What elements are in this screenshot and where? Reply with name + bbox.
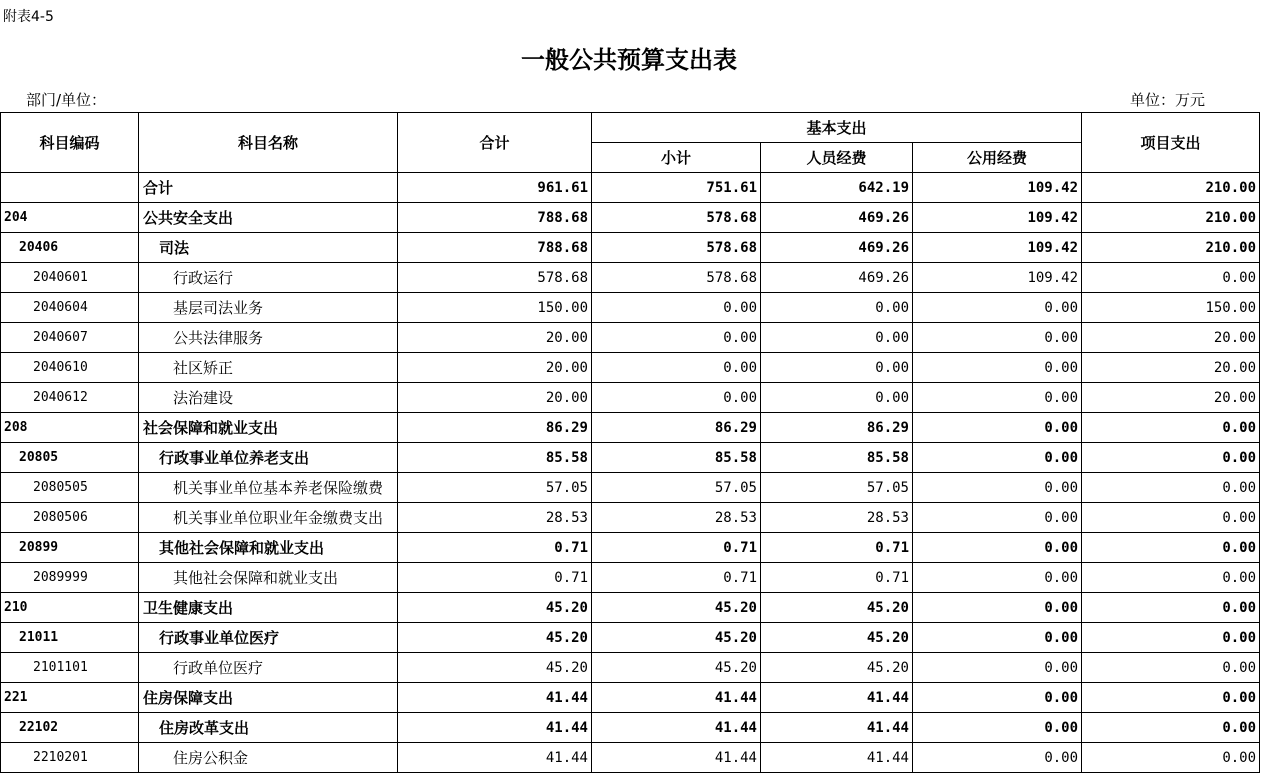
row-code: 2080506 bbox=[1, 503, 139, 533]
table-row bbox=[1, 203, 1260, 233]
row-personnel-cost: 45.20 bbox=[761, 623, 913, 653]
budget-expenditure-table bbox=[0, 112, 1260, 773]
row-name: 合计 bbox=[139, 173, 398, 203]
row-public-cost: 0.00 bbox=[913, 593, 1082, 623]
row-subtotal: 86.29 bbox=[592, 413, 761, 443]
row-public-cost: 0.00 bbox=[913, 353, 1082, 383]
row-project-expenditure: 0.00 bbox=[1082, 503, 1260, 533]
row-code: 2080505 bbox=[1, 473, 139, 503]
row-subtotal: 45.20 bbox=[592, 653, 761, 683]
row-total: 788.68 bbox=[398, 233, 592, 263]
row-name: 司法 bbox=[139, 233, 398, 263]
row-name: 公共安全支出 bbox=[139, 203, 398, 233]
row-total: 20.00 bbox=[398, 353, 592, 383]
row-public-cost: 109.42 bbox=[913, 173, 1082, 203]
table-row bbox=[1, 173, 1260, 203]
row-total: 961.61 bbox=[398, 173, 592, 203]
row-public-cost: 0.00 bbox=[913, 293, 1082, 323]
row-code: 2040604 bbox=[1, 293, 139, 323]
row-personnel-cost: 0.00 bbox=[761, 353, 913, 383]
row-code: 22102 bbox=[1, 713, 139, 743]
row-name: 行政运行 bbox=[139, 263, 398, 293]
table-row bbox=[1, 683, 1260, 713]
row-subtotal: 0.00 bbox=[592, 323, 761, 353]
row-public-cost: 109.42 bbox=[913, 203, 1082, 233]
row-total: 45.20 bbox=[398, 623, 592, 653]
row-total: 57.05 bbox=[398, 473, 592, 503]
table-row bbox=[1, 593, 1260, 623]
row-total: 41.44 bbox=[398, 743, 592, 773]
row-code: 221 bbox=[1, 683, 139, 713]
row-total: 0.71 bbox=[398, 533, 592, 563]
row-personnel-cost: 0.71 bbox=[761, 563, 913, 593]
row-public-cost: 0.00 bbox=[913, 473, 1082, 503]
header-public-cost: 公用经费 bbox=[913, 143, 1082, 173]
row-personnel-cost: 57.05 bbox=[761, 473, 913, 503]
row-code: 20899 bbox=[1, 533, 139, 563]
row-public-cost: 0.00 bbox=[913, 623, 1082, 653]
table-row bbox=[1, 503, 1260, 533]
table-row bbox=[1, 353, 1260, 383]
row-total: 86.29 bbox=[398, 413, 592, 443]
row-name: 机关事业单位职业年金缴费支出 bbox=[139, 503, 398, 533]
row-subtotal: 578.68 bbox=[592, 203, 761, 233]
row-public-cost: 0.00 bbox=[913, 413, 1082, 443]
row-public-cost: 0.00 bbox=[913, 533, 1082, 563]
row-public-cost: 0.00 bbox=[913, 563, 1082, 593]
row-project-expenditure: 20.00 bbox=[1082, 383, 1260, 413]
row-personnel-cost: 85.58 bbox=[761, 443, 913, 473]
row-name: 行政事业单位养老支出 bbox=[139, 443, 398, 473]
row-personnel-cost: 86.29 bbox=[761, 413, 913, 443]
row-project-expenditure: 0.00 bbox=[1082, 533, 1260, 563]
row-name: 公共法律服务 bbox=[139, 323, 398, 353]
row-name: 社区矫正 bbox=[139, 353, 398, 383]
row-subtotal: 41.44 bbox=[592, 743, 761, 773]
row-total: 150.00 bbox=[398, 293, 592, 323]
row-subtotal: 28.53 bbox=[592, 503, 761, 533]
row-public-cost: 0.00 bbox=[913, 683, 1082, 713]
row-name: 住房改革支出 bbox=[139, 713, 398, 743]
row-project-expenditure: 0.00 bbox=[1082, 443, 1260, 473]
unit-label: 单位：万元 bbox=[1130, 91, 1206, 109]
row-subtotal: 57.05 bbox=[592, 473, 761, 503]
row-code: 20406 bbox=[1, 233, 139, 263]
row-project-expenditure: 210.00 bbox=[1082, 233, 1260, 263]
row-project-expenditure: 210.00 bbox=[1082, 203, 1260, 233]
row-total: 85.58 bbox=[398, 443, 592, 473]
table-row bbox=[1, 563, 1260, 593]
row-subtotal: 0.00 bbox=[592, 293, 761, 323]
row-project-expenditure: 0.00 bbox=[1082, 623, 1260, 653]
row-public-cost: 0.00 bbox=[913, 713, 1082, 743]
row-code: 210 bbox=[1, 593, 139, 623]
row-personnel-cost: 45.20 bbox=[761, 593, 913, 623]
row-project-expenditure: 0.00 bbox=[1082, 593, 1260, 623]
page-title: 一般公共预算支出表 bbox=[521, 45, 737, 74]
row-total: 20.00 bbox=[398, 383, 592, 413]
row-subtotal: 41.44 bbox=[592, 683, 761, 713]
row-name: 法治建设 bbox=[139, 383, 398, 413]
row-subtotal: 41.44 bbox=[592, 713, 761, 743]
row-code: 20805 bbox=[1, 443, 139, 473]
row-name: 行政单位医疗 bbox=[139, 653, 398, 683]
row-personnel-cost: 642.19 bbox=[761, 173, 913, 203]
row-personnel-cost: 41.44 bbox=[761, 713, 913, 743]
row-code: 2089999 bbox=[1, 563, 139, 593]
row-public-cost: 109.42 bbox=[913, 233, 1082, 263]
row-code: 204 bbox=[1, 203, 139, 233]
row-code: 21011 bbox=[1, 623, 139, 653]
row-personnel-cost: 45.20 bbox=[761, 653, 913, 683]
table-row bbox=[1, 713, 1260, 743]
row-code: 2210201 bbox=[1, 743, 139, 773]
row-total: 578.68 bbox=[398, 263, 592, 293]
row-code: 2101101 bbox=[1, 653, 139, 683]
row-personnel-cost: 41.44 bbox=[761, 743, 913, 773]
row-project-expenditure: 0.00 bbox=[1082, 413, 1260, 443]
table-row bbox=[1, 533, 1260, 563]
row-project-expenditure: 0.00 bbox=[1082, 713, 1260, 743]
row-subtotal: 578.68 bbox=[592, 233, 761, 263]
row-code: 2040607 bbox=[1, 323, 139, 353]
row-personnel-cost: 0.00 bbox=[761, 293, 913, 323]
row-project-expenditure: 0.00 bbox=[1082, 263, 1260, 293]
row-subtotal: 578.68 bbox=[592, 263, 761, 293]
row-name: 卫生健康支出 bbox=[139, 593, 398, 623]
row-code bbox=[1, 173, 139, 203]
row-subtotal: 85.58 bbox=[592, 443, 761, 473]
table-row bbox=[1, 413, 1260, 443]
table-row bbox=[1, 323, 1260, 353]
header-code: 科目编码 bbox=[1, 113, 139, 173]
row-personnel-cost: 0.00 bbox=[761, 383, 913, 413]
row-total: 45.20 bbox=[398, 653, 592, 683]
table-row bbox=[1, 383, 1260, 413]
row-total: 41.44 bbox=[398, 683, 592, 713]
row-project-expenditure: 0.00 bbox=[1082, 683, 1260, 713]
row-project-expenditure: 0.00 bbox=[1082, 473, 1260, 503]
row-public-cost: 0.00 bbox=[913, 443, 1082, 473]
row-project-expenditure: 20.00 bbox=[1082, 353, 1260, 383]
header-project-expenditure: 项目支出 bbox=[1082, 113, 1260, 173]
row-subtotal: 45.20 bbox=[592, 593, 761, 623]
row-code: 2040610 bbox=[1, 353, 139, 383]
row-public-cost: 0.00 bbox=[913, 653, 1082, 683]
row-code: 2040601 bbox=[1, 263, 139, 293]
row-subtotal: 0.00 bbox=[592, 353, 761, 383]
row-public-cost: 0.00 bbox=[913, 383, 1082, 413]
row-project-expenditure: 0.00 bbox=[1082, 563, 1260, 593]
row-name: 机关事业单位基本养老保险缴费 bbox=[139, 473, 398, 503]
row-public-cost: 0.00 bbox=[913, 743, 1082, 773]
row-personnel-cost: 469.26 bbox=[761, 233, 913, 263]
row-total: 0.71 bbox=[398, 563, 592, 593]
row-public-cost: 109.42 bbox=[913, 263, 1082, 293]
table-row bbox=[1, 653, 1260, 683]
row-subtotal: 751.61 bbox=[592, 173, 761, 203]
row-subtotal: 0.71 bbox=[592, 533, 761, 563]
row-total: 28.53 bbox=[398, 503, 592, 533]
table-row bbox=[1, 233, 1260, 263]
row-subtotal: 0.00 bbox=[592, 383, 761, 413]
row-personnel-cost: 469.26 bbox=[761, 263, 913, 293]
table-row bbox=[1, 473, 1260, 503]
row-total: 45.20 bbox=[398, 593, 592, 623]
table-row bbox=[1, 743, 1260, 773]
header-basic-expenditure: 基本支出 bbox=[592, 113, 1082, 143]
row-project-expenditure: 20.00 bbox=[1082, 323, 1260, 353]
row-personnel-cost: 28.53 bbox=[761, 503, 913, 533]
row-code: 2040612 bbox=[1, 383, 139, 413]
row-name: 住房保障支出 bbox=[139, 683, 398, 713]
row-name: 基层司法业务 bbox=[139, 293, 398, 323]
row-total: 41.44 bbox=[398, 713, 592, 743]
row-name: 社会保障和就业支出 bbox=[139, 413, 398, 443]
table-row bbox=[1, 623, 1260, 653]
header-subtotal: 小计 bbox=[592, 143, 761, 173]
header-total: 合计 bbox=[398, 113, 592, 173]
row-personnel-cost: 0.00 bbox=[761, 323, 913, 353]
row-personnel-cost: 469.26 bbox=[761, 203, 913, 233]
row-total: 788.68 bbox=[398, 203, 592, 233]
header-personnel-cost: 人员经费 bbox=[761, 143, 913, 173]
row-public-cost: 0.00 bbox=[913, 323, 1082, 353]
row-total: 20.00 bbox=[398, 323, 592, 353]
row-name: 行政事业单位医疗 bbox=[139, 623, 398, 653]
row-project-expenditure: 0.00 bbox=[1082, 743, 1260, 773]
row-project-expenditure: 0.00 bbox=[1082, 653, 1260, 683]
attachment-label: 附表4-5 bbox=[3, 9, 54, 25]
row-personnel-cost: 41.44 bbox=[761, 683, 913, 713]
row-public-cost: 0.00 bbox=[913, 503, 1082, 533]
row-project-expenditure: 150.00 bbox=[1082, 293, 1260, 323]
row-name: 其他社会保障和就业支出 bbox=[139, 563, 398, 593]
table-row bbox=[1, 263, 1260, 293]
row-name: 住房公积金 bbox=[139, 743, 398, 773]
header-name: 科目名称 bbox=[139, 113, 398, 173]
table-row bbox=[1, 443, 1260, 473]
row-subtotal: 0.71 bbox=[592, 563, 761, 593]
row-personnel-cost: 0.71 bbox=[761, 533, 913, 563]
table-row bbox=[1, 293, 1260, 323]
row-code: 208 bbox=[1, 413, 139, 443]
row-name: 其他社会保障和就业支出 bbox=[139, 533, 398, 563]
row-project-expenditure: 210.00 bbox=[1082, 173, 1260, 203]
department-label: 部门/单位： bbox=[26, 91, 107, 109]
row-subtotal: 45.20 bbox=[592, 623, 761, 653]
